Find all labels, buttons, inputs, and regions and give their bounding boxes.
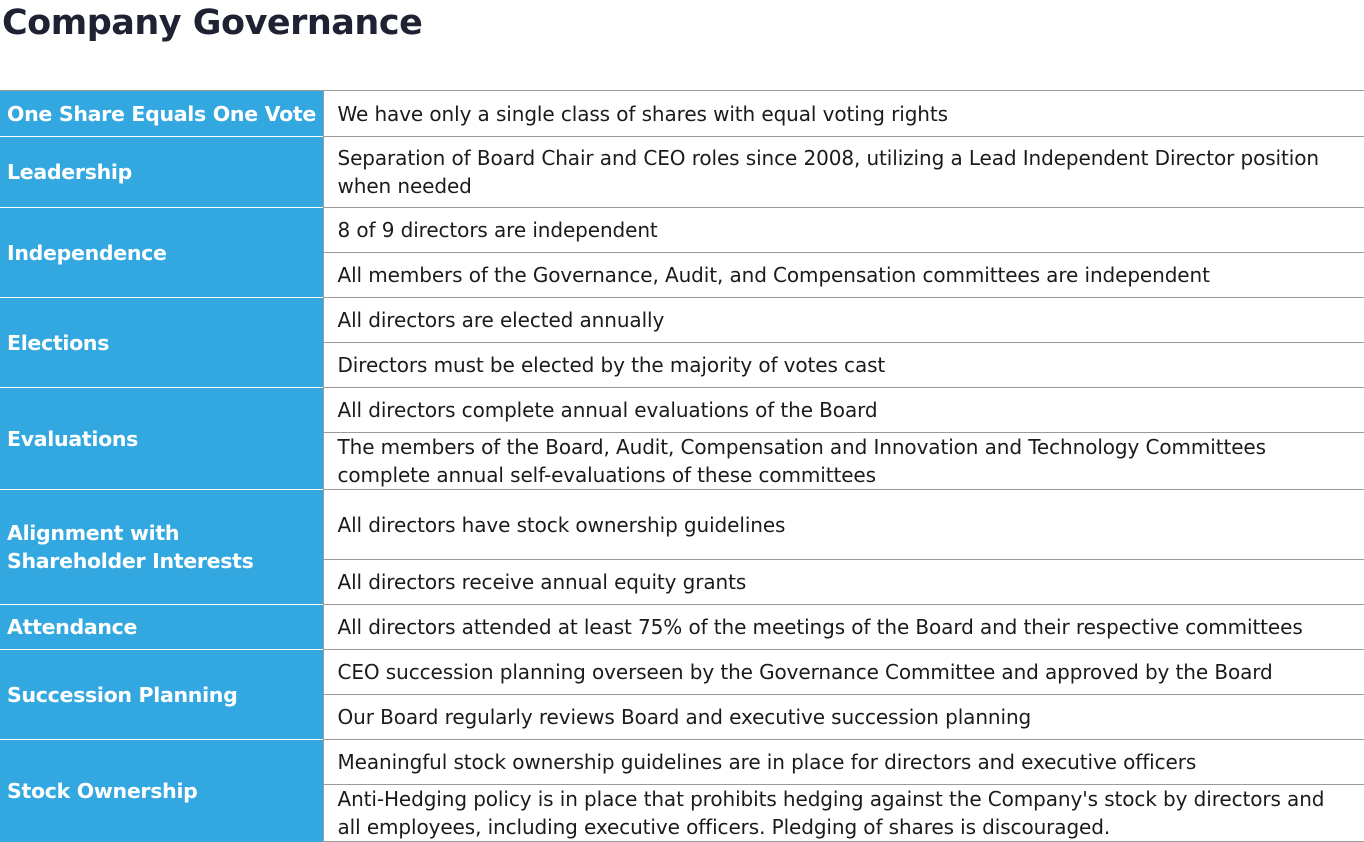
page-title: Company Governance bbox=[2, 3, 423, 43]
governance-table bbox=[0, 90, 1364, 842]
category-cell: Attendance bbox=[0, 605, 323, 650]
item-cell: All directors are elected annually bbox=[323, 298, 1364, 343]
item-cell: All directors complete annual evaluations of the Board bbox=[323, 388, 1364, 433]
table-row bbox=[0, 298, 1364, 343]
category-cell: Succession Planning bbox=[0, 650, 323, 740]
category-cell: Leadership bbox=[0, 137, 323, 208]
item-cell: Meaningful stock ownership guidelines are in place for directors and executive officers bbox=[323, 740, 1364, 785]
item-cell: We have only a single class of shares with equal voting rights bbox=[323, 91, 1364, 137]
table-row bbox=[0, 91, 1364, 137]
item-cell: Directors must be elected by the majority of votes cast bbox=[323, 343, 1364, 388]
category-cell: Stock Ownership bbox=[0, 740, 323, 842]
item-cell: CEO succession planning overseen by the Governance Committee and approved by the Board bbox=[323, 650, 1364, 695]
table-row bbox=[0, 650, 1364, 695]
item-cell: All directors attended at least 75% of the meetings of the Board and their respective committees bbox=[323, 605, 1364, 650]
table-row bbox=[0, 490, 1364, 560]
item-cell: Anti-Hedging policy is in place that prohibits hedging against the Company's stock by directors and all employees, including executive officers. Pledging of shares is discouraged. bbox=[323, 785, 1364, 842]
governance-table-body bbox=[0, 91, 1364, 842]
item-cell: 8 of 9 directors are independent bbox=[323, 208, 1364, 253]
category-cell: Alignment with Shareholder Interests bbox=[0, 490, 323, 605]
table-row bbox=[0, 605, 1364, 650]
table-row bbox=[0, 208, 1364, 253]
table-row bbox=[0, 137, 1364, 208]
table-row bbox=[0, 740, 1364, 785]
category-cell: Elections bbox=[0, 298, 323, 388]
item-cell: Separation of Board Chair and CEO roles since 2008, utilizing a Lead Independent Director position when needed bbox=[323, 137, 1364, 208]
item-cell: All directors have stock ownership guidelines bbox=[323, 490, 1364, 560]
item-cell: The members of the Board, Audit, Compensation and Innovation and Technology Committees complete annual self-evaluations of these committees bbox=[323, 433, 1364, 490]
table-row bbox=[0, 388, 1364, 433]
item-cell: Our Board regularly reviews Board and executive succession planning bbox=[323, 695, 1364, 740]
item-cell: All directors receive annual equity grants bbox=[323, 560, 1364, 605]
category-cell: One Share Equals One Vote bbox=[0, 91, 323, 137]
category-cell: Evaluations bbox=[0, 388, 323, 490]
category-cell: Independence bbox=[0, 208, 323, 298]
item-cell: All members of the Governance, Audit, and Compensation committees are independent bbox=[323, 253, 1364, 298]
